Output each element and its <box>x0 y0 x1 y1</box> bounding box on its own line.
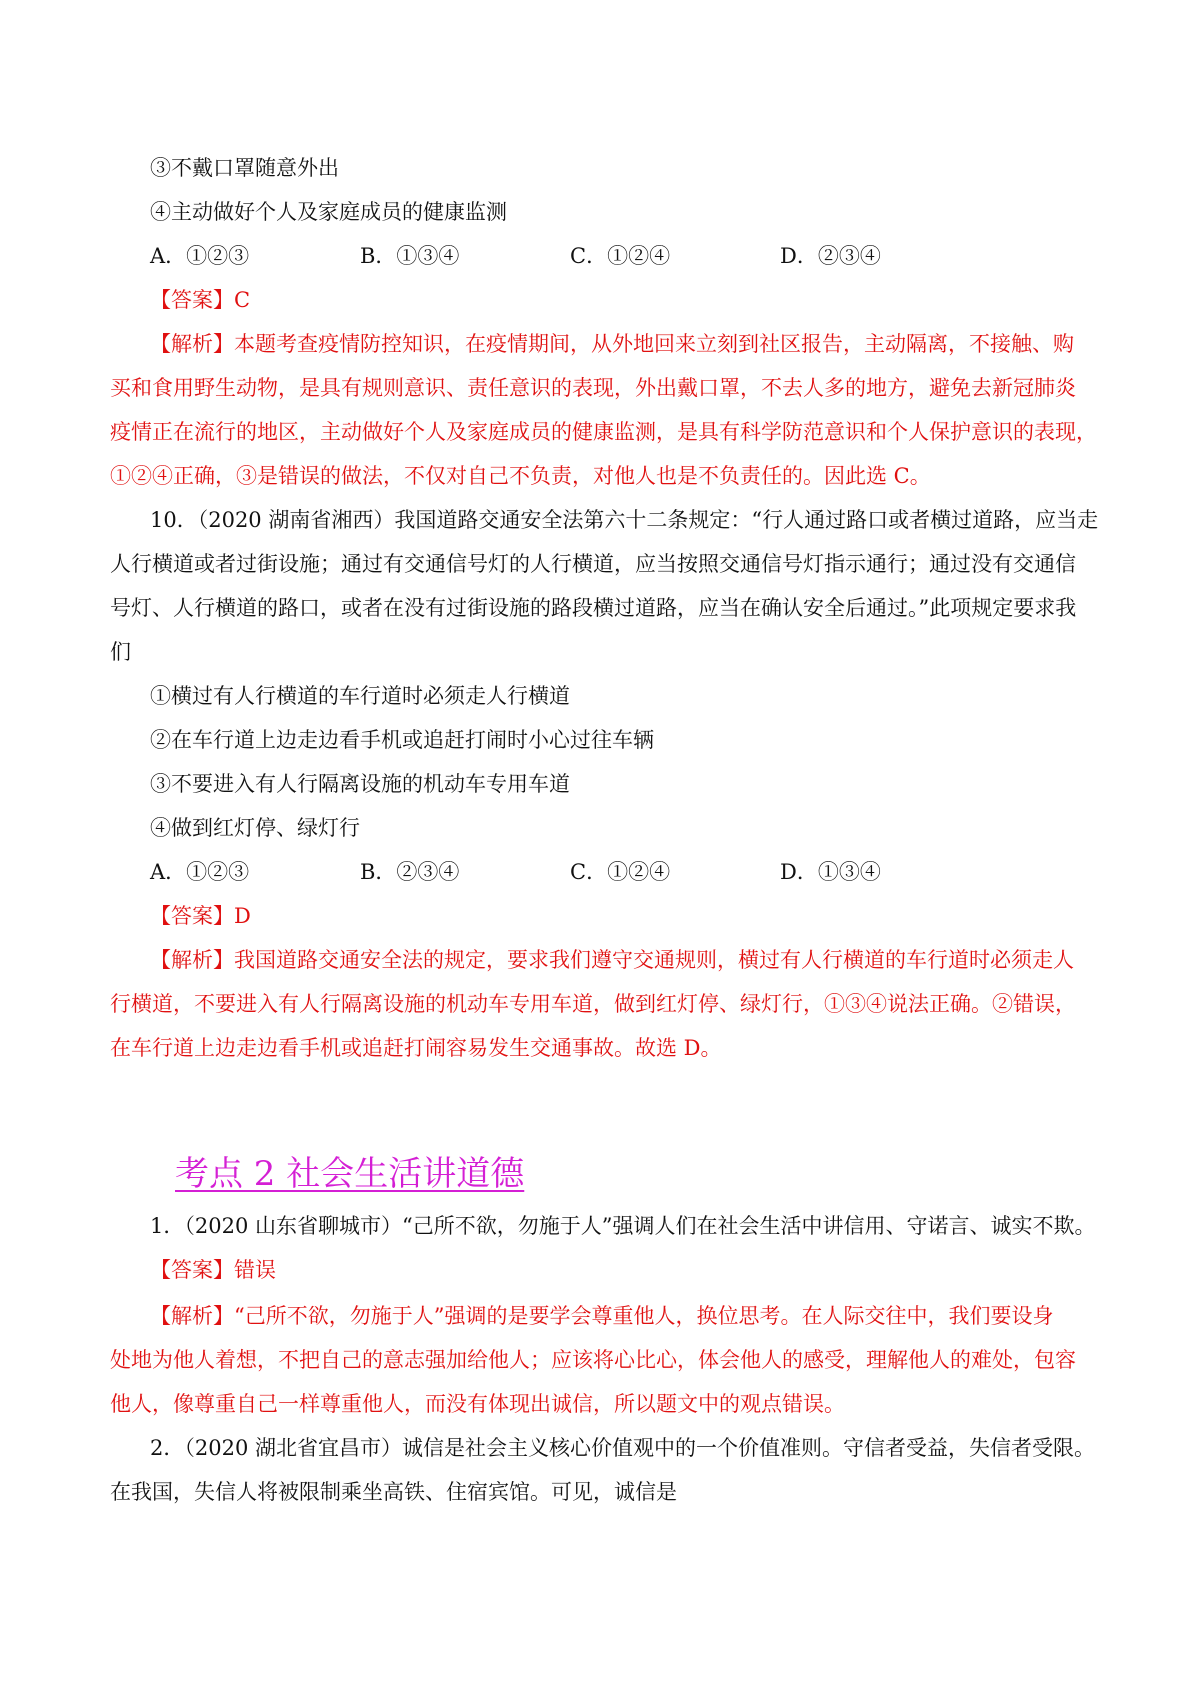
s2q1-analysis-line-3: 他人，像尊重自己一样尊重他人，而没有体现出诚信，所以题文中的观点错误。 <box>110 1392 845 1416</box>
q10-option-d: D．①③④ <box>780 860 881 884</box>
q10-option-a: A．①②③ <box>150 860 250 884</box>
q10-analysis-line-1: 【解析】我国道路交通安全法的规定，要求我们遵守交通规则，横过有人行横道的车行道时必须走人 <box>150 948 1074 972</box>
s2q1-answer: 【答案】错误 <box>150 1258 276 1282</box>
q10-stem-line-4: 们 <box>110 640 131 664</box>
q10-analysis-line-3: 在车行道上边走边看手机或追赶打闹容易发生交通事故。故选 D。 <box>110 1036 722 1060</box>
s2q2-stem-line-1: 2．（2020 湖北省宜昌市）诚信是社会主义核心价值观中的一个价值准则。守信者受益，失信者受限。 <box>150 1436 1095 1460</box>
s2q1-stem: 1．（2020 山东省聊城市）“己所不欲，勿施于人”强调人们在社会生活中讲信用、守诺言、诚实不欺。 <box>150 1214 1096 1238</box>
q9-option-c: C．①②④ <box>570 244 671 268</box>
q9-option-d: D．②③④ <box>780 244 881 268</box>
q10-option-b: B．②③④ <box>360 860 460 884</box>
q10-stem-line-1: 10．（2020 湖南省湘西）我国道路交通安全法第六十二条规定：“行人通过路口或者横过道路，应当走 <box>150 508 1099 532</box>
q9-analysis-line-3: 疫情正在流行的地区，主动做好个人及家庭成员的健康监测，是具有科学防范意识和个人保护意识的表现， <box>110 420 1097 444</box>
q9-item-4: ④主动做好个人及家庭成员的健康监测 <box>150 200 507 224</box>
q9-option-b: B．①③④ <box>360 244 460 268</box>
q9-answer: 【答案】C <box>150 288 251 312</box>
q9-analysis-line-1: 【解析】本题考查疫情防控知识，在疫情期间，从外地回来立刻到社区报告，主动隔离，不接触、购 <box>150 332 1074 356</box>
q9-option-a: A．①②③ <box>150 244 250 268</box>
q10-item-1: ①横过有人行横道的车行道时必须走人行横道 <box>150 684 570 708</box>
q9-analysis-line-4: ①②④正确，③是错误的做法，不仅对自己不负责，对他人也是不负责任的。因此选 C。 <box>110 464 931 488</box>
s2q1-analysis-line-2: 处地为他人着想，不把自己的意志强加给他人；应该将心比心，体会他人的感受，理解他人的难处，包容 <box>110 1348 1076 1372</box>
q10-stem-line-2: 人行横道或者过街设施；通过有交通信号灯的人行横道，应当按照交通信号灯指示通行；通过没有交通信 <box>110 552 1076 576</box>
s2q1-analysis-line-1: 【解析】“己所不欲，勿施于人”强调的是要学会尊重他人，换位思考。在人际交往中，我们要设身 <box>150 1304 1054 1328</box>
q10-item-3: ③不要进入有人行隔离设施的机动车专用车道 <box>150 772 570 796</box>
s2q2-stem-line-2: 在我国，失信人将被限制乘坐高铁、住宿宾馆。可见，诚信是 <box>110 1480 677 1504</box>
q10-option-c: C．①②④ <box>570 860 671 884</box>
q10-options <box>150 858 1100 886</box>
q10-stem-line-3: 号灯、人行横道的路口，或者在没有过街设施的路段横过道路，应当在确认安全后通过。”此项规定要求我 <box>110 596 1077 620</box>
q10-answer: 【答案】D <box>150 904 251 928</box>
section-heading: 考点 2 社会生活讲道德 <box>175 1154 525 1194</box>
q9-analysis-line-2: 买和食用野生动物，是具有规则意识、责任意识的表现，外出戴口罩，不去人多的地方，避免去新冠肺炎 <box>110 376 1076 400</box>
q10-analysis-line-2: 行横道，不要进入有人行隔离设施的机动车专用车道，做到红灯停、绿灯行，①③④说法正确。②错误， <box>110 992 1076 1016</box>
q10-item-2: ②在车行道上边走边看手机或追赶打闹时小心过往车辆 <box>150 728 654 752</box>
q9-item-3: ③不戴口罩随意外出 <box>150 156 339 180</box>
q9-options <box>150 242 1100 270</box>
q10-item-4: ④做到红灯停、绿灯行 <box>150 816 360 840</box>
